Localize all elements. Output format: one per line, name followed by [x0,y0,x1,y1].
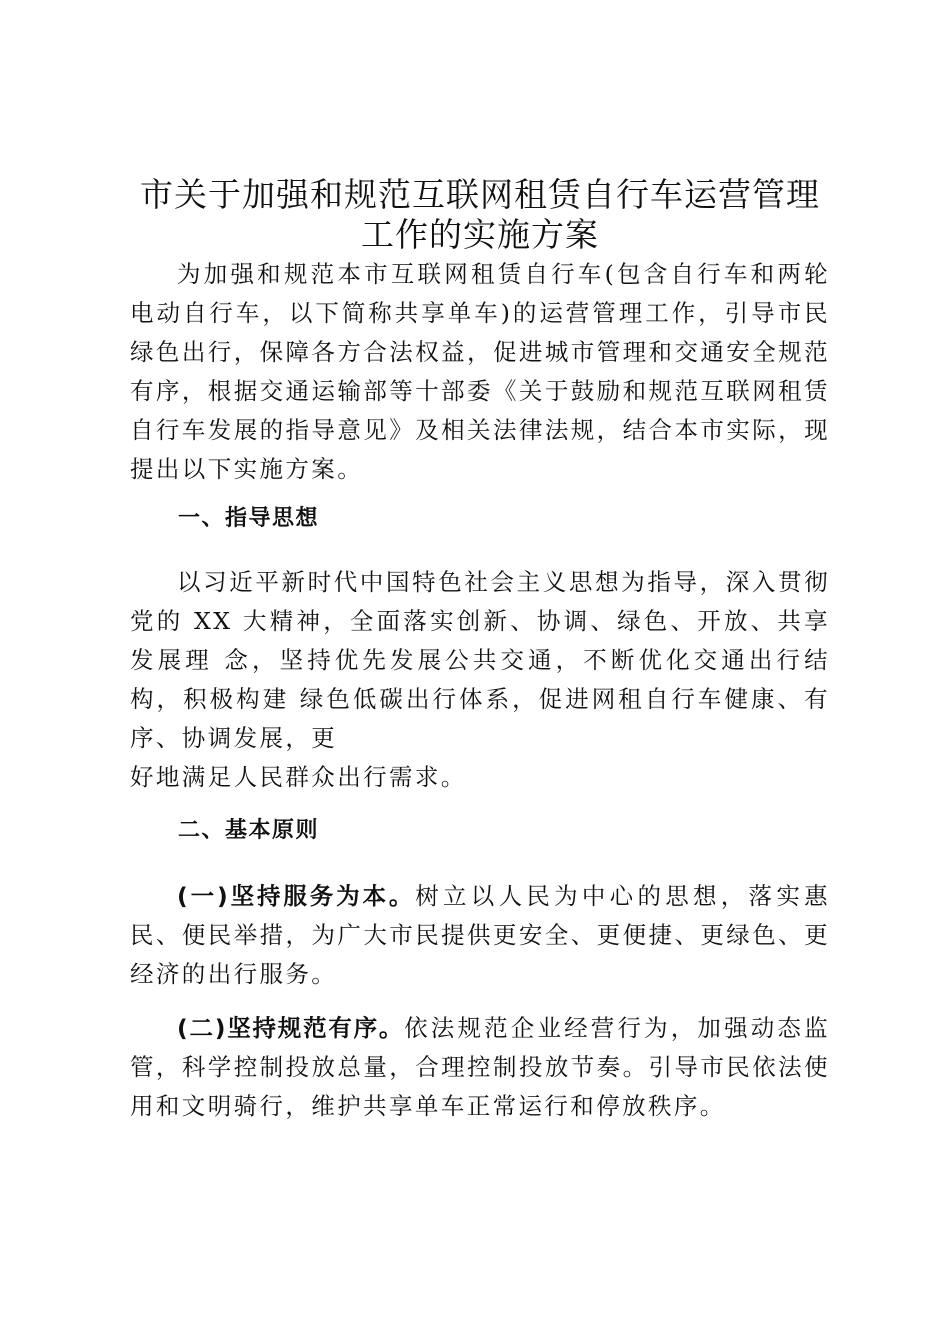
guiding-ideology-paragraph: 以习近平新时代中国特色社会主义思想为指导，深入贯彻党的 XX 大精神，全面落实创新、协调、绿色、开放、共享发展理 念，坚持优先发展公共交通，不断优化交通出行结构，积极构建 绿色低碳出行体系，促进网租自行车健康、有序、协调发展，更 [130,568,830,752]
title-line-2: 工作的实施方案 [361,215,599,254]
principle-item-service-lead: (一)坚持服务为本。 [177,882,416,910]
principle-item-order-lead: (二)坚持规范有序。 [177,1014,405,1042]
principle-item-service-text: 树立以人民为中心的思想，落实惠民、便民举措，为广大市民提供更安全、更便捷、更绿色、更经济的出行服务。 [130,882,831,988]
section-heading-guiding-ideology: 一、指导思想 [178,506,320,531]
title-line-1: 市关于加强和规范互联网租赁自行车运营管理 [140,175,820,214]
principle-item-order [130,1009,830,1126]
document-title [130,175,830,255]
principle-item-service [130,877,830,994]
document-page [130,175,830,1126]
section-heading-basic-principles: 二、基本原则 [178,818,320,843]
intro-paragraph: 为加强和规范本市互联网租赁自行车(包含自行车和两轮电动自行车，以下简称共享单车)的运营管理工作，引导市民绿色出行，保障各方合法权益，促进城市管理和交通安全规范有序，根据交通运输部等十部委《关于鼓励和规范互联网租赁自行车发展的指导意见》及相关法律法规，结合本市实际，现提出以下实施方案。 [130,260,830,483]
principle-item-order-text: 依法规范企业经营行为，加强动态监管，科学控制投放总量，合理控制投放节奏。引导市民依法使用和文明骑行，维护共享单车正常运行和停放秩序。 [130,1014,830,1120]
guiding-ideology-paragraph-tail: 好地满足人民群众出行需求。 [130,763,467,791]
